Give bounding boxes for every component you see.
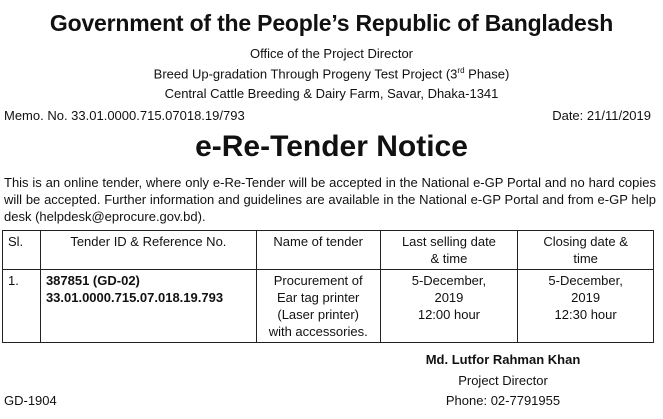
signatory-designation: Project Director <box>458 373 548 388</box>
footer-code: GD-1904 <box>4 393 57 408</box>
notice-date: Date: 21/11/2019 <box>552 108 651 123</box>
table-row <box>3 270 654 343</box>
tender-id-cell: 387851 (GD-02) 33.01.0000.715.07.018.19.793 <box>40 270 256 343</box>
closing-header: Closing date & time <box>518 231 654 270</box>
intro-paragraph: This is an online tender, where only e-Re-Tender will be accepted in the National e-GP Portal and no hard copies will be accepted. Further information and guidelines are available in the National e-GP Portal and from e-GP help desk (helpdesk@eprocure.gov.bd). <box>4 175 656 224</box>
signatory-phone: Phone: 02-7791955 <box>445 393 561 408</box>
sl-cell: 1. <box>3 270 41 343</box>
notice-heading: e-Re-Tender Notice <box>195 130 468 163</box>
project-line: Breed Up-gradation Through Progeny Test Project (3rd Phase) <box>153 66 510 82</box>
tender-table <box>2 230 654 343</box>
sl-header: Sl. <box>3 231 41 270</box>
last-selling-header: Last selling date & time <box>380 231 518 270</box>
table-header-row <box>3 231 654 270</box>
memo-number: Memo. No. 33.01.0000.715.07018.19/793 <box>4 108 245 123</box>
signatory-name: Md. Lutfor Rahman Khan <box>425 352 581 367</box>
tender-name-cell: Procurement of Ear tag printer (Laser printer) with accessories. <box>256 270 380 343</box>
closing-cell: 5-December, 2019 12:30 hour <box>518 270 654 343</box>
tender-id-header: Tender ID & Reference No. <box>40 231 256 270</box>
office-line: Office of the Project Director <box>249 46 414 61</box>
tender-name-header: Name of tender <box>256 231 380 270</box>
government-title: Government of the People’s Republic of Bangladesh <box>49 10 614 36</box>
address-line: Central Cattle Breeding & Dairy Farm, Savar, Dhaka-1341 <box>164 86 499 101</box>
last-selling-cell: 5-December, 2019 12:00 hour <box>380 270 518 343</box>
